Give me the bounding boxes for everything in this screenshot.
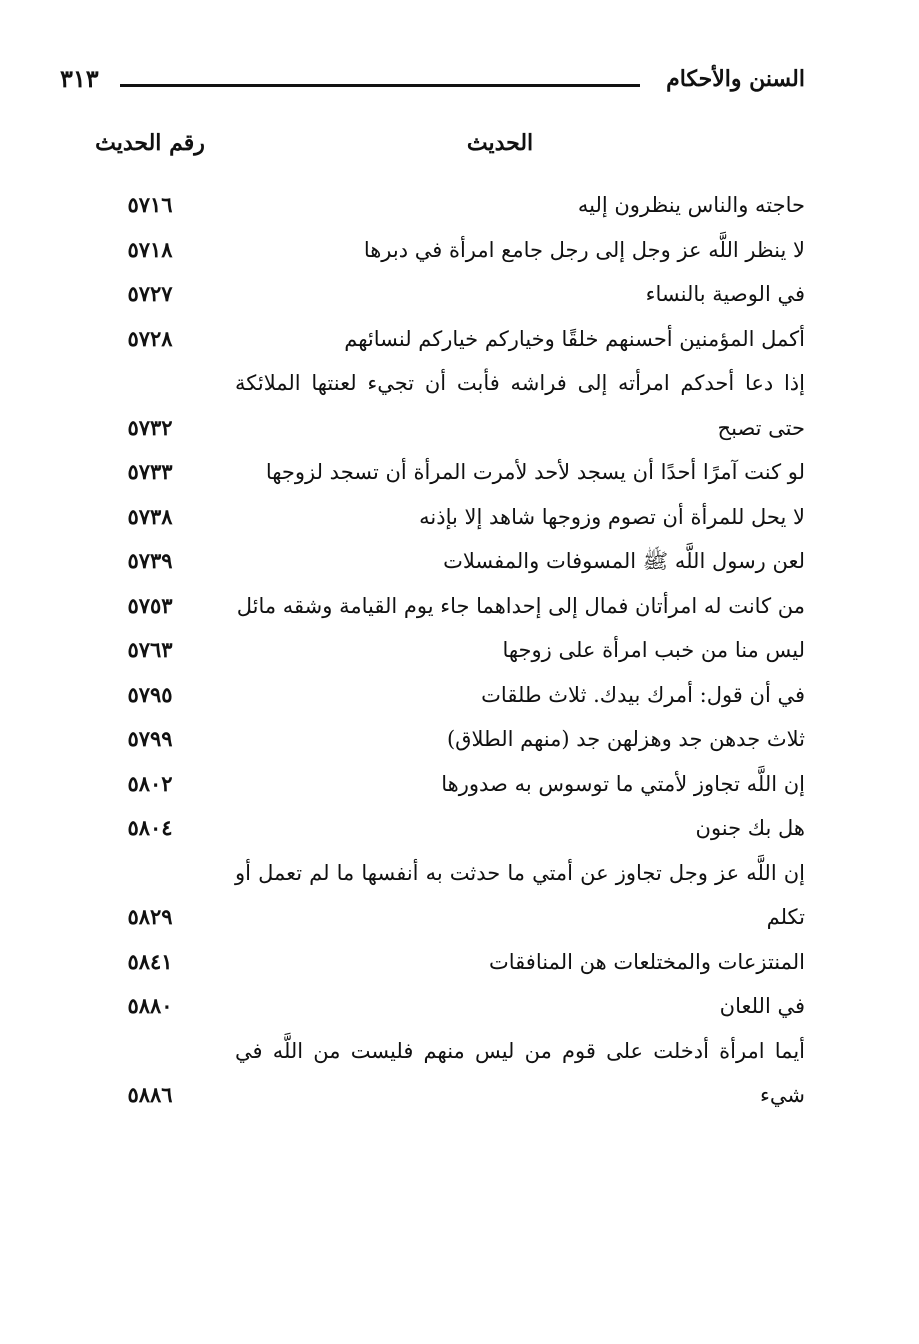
running-header xyxy=(60,62,805,102)
hadith-number: ٥٧٢٨ xyxy=(127,325,173,351)
hadith-number: ٥٧٣٩ xyxy=(127,548,173,573)
hadith-number: ٥٨٠٢ xyxy=(127,770,173,796)
hadith-text: أيما امرأة أدخلت على قوم من ليس منهم فليست من اللَّه في شيء xyxy=(235,1038,805,1107)
hadith-text: من كانت له امرأتان فمال إلى إحداهما جاء يوم القيامة وشقه مائل xyxy=(236,593,805,618)
hadith-number: ٥٨٨٦ xyxy=(127,1082,173,1107)
hadith-text: لعن رسول اللَّه ﷺ المسوفات والمفسلات xyxy=(443,549,805,573)
hadith-number: ٥٧٥٣ xyxy=(127,592,173,618)
hadith-number: ٥٧٢٧ xyxy=(127,281,173,306)
column-headings xyxy=(80,130,805,170)
index-entry xyxy=(80,317,805,362)
hadith-text: إن اللَّه تجاوز لأمتي ما توسوس به صدورها xyxy=(441,771,805,796)
hadith-text: هل بك جنون xyxy=(695,816,805,840)
hadith-number: ٥٧١٨ xyxy=(127,236,173,262)
index-entry xyxy=(80,762,805,807)
page-number: ٣١٣ xyxy=(60,64,99,93)
index-entry xyxy=(80,539,805,584)
hadith-number: ٥٧٣٣ xyxy=(127,459,173,484)
index-entry xyxy=(80,673,805,718)
hadith-number: ٥٧٦٣ xyxy=(127,637,173,662)
hadith-text: ثلاث جدهن جد وهزلهن جد (منهم الطلاق) xyxy=(446,727,805,751)
hadith-text: إذا دعا أحدكم امرأته إلى فراشه فأبت أن تجيء لعنتها الملائكة حتى تصبح xyxy=(235,371,805,440)
index-entry xyxy=(80,940,805,985)
hadith-text: أكمل المؤمنين أحسنهم خلقًا وخياركم خياركم لنسائهم xyxy=(344,326,805,351)
index-entry xyxy=(80,717,805,762)
hadith-number: ٥٧٣٨ xyxy=(127,503,173,529)
hadith-number: ٥٧١٦ xyxy=(127,192,173,217)
hadith-text: في أن قول: أمرك بيدك. ثلاث طلقات xyxy=(481,682,805,707)
hadith-number: ٥٨٤١ xyxy=(127,948,173,974)
hadith-number: ٥٧٣٢ xyxy=(127,414,173,440)
index-entry xyxy=(80,806,805,851)
hadith-text: في اللعان xyxy=(719,994,805,1018)
hadith-number: ٥٨٢٩ xyxy=(127,904,173,929)
index-entry xyxy=(80,228,805,273)
hadith-number: ٥٧٩٥ xyxy=(127,681,173,707)
hadith-text: لا يحل للمرأة أن تصوم وزوجها شاهد إلا بإذنه xyxy=(419,504,805,529)
index-entry xyxy=(80,628,805,673)
hadith-text: في الوصية بالنساء xyxy=(645,282,805,306)
hadith-text: حاجته والناس ينظرون إليه xyxy=(577,193,805,217)
hadith-text: ليس منا من خبب امرأة على زوجها xyxy=(502,638,805,662)
index-entry xyxy=(80,361,805,450)
index-entry xyxy=(80,584,805,629)
hadith-number: ٥٨٠٤ xyxy=(127,815,173,840)
index-entry xyxy=(80,450,805,495)
index-entry xyxy=(80,272,805,317)
hadith-text: إن اللَّه عز وجل تجاوز عن أمتي ما حدثت به أنفسها ما لم تعمل أو تكلم xyxy=(235,860,805,929)
header-rule xyxy=(120,84,640,87)
hadith-number: ٥٧٩٩ xyxy=(127,726,173,751)
index-entry xyxy=(80,851,805,940)
hadith-text: لا ينظر اللَّه عز وجل إلى رجل جامع امرأة في دبرها xyxy=(363,237,805,262)
hadith-index-list xyxy=(80,183,805,1118)
index-entry xyxy=(80,984,805,1029)
number-column-heading: رقم الحديث xyxy=(95,130,205,156)
index-entry xyxy=(80,183,805,228)
hadith-number: ٥٨٨٠ xyxy=(127,993,173,1018)
running-title: السنن والأحكام xyxy=(666,66,805,92)
hadith-text: المنتزعات والمختلعات هن المنافقات xyxy=(488,949,805,974)
index-entry xyxy=(80,1029,805,1118)
hadith-text: لو كنت آمرًا أحدًا أن يسجد لأحد لأمرت المرأة أن تسجد لزوجها xyxy=(265,460,805,484)
hadith-column-heading: الحديث xyxy=(466,130,534,156)
index-entry xyxy=(80,495,805,540)
